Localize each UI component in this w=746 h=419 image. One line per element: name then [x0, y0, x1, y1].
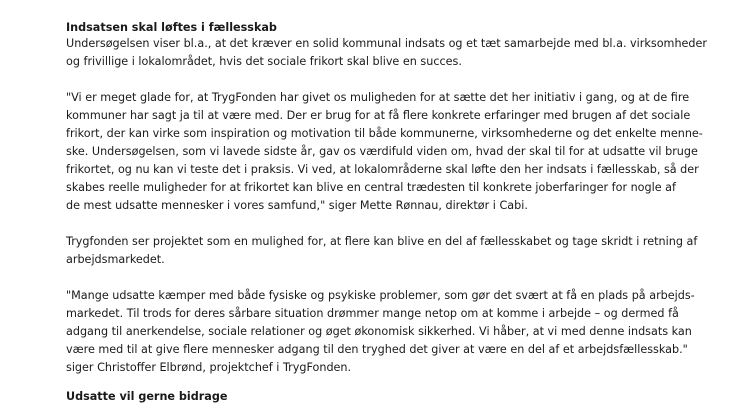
text-line: arbejdsmarkedet.	[66, 253, 165, 266]
text-line: siger Christoffer Elbrønd, projektchef i TrygFonden.	[66, 361, 352, 374]
text-line: de mest udsatte mennesker i vores samfund," siger Mette Rønnau, direktør i Cabi.	[66, 199, 528, 212]
text-line: "Mange udsatte kæmper med både fysiske og psykiske problemer, som gør det svært at få en plads på arbejds-	[66, 289, 695, 302]
quote-paragraph-1	[66, 89, 706, 215]
quote-paragraph-2	[66, 287, 706, 377]
text-line: "Vi er meget glade for, at TrygFonden har givet os muligheden for at sætte det her initiativ i gang, og at de fire	[66, 91, 690, 104]
text-line: Trygfonden ser projektet som en mulighed for, at flere kan blive en del af fællesskabet og tage skridt i retning af	[66, 235, 698, 248]
text-line: ske. Undersøgelsen, som vi lavede sidste år, gav os værdifuld viden om, hvad der skal til for at udsatte vil bruge	[66, 145, 698, 158]
text-line: frikort, der kan virke som inspiration og motivation til både kommunerne, virksomhederne og det enkelte menne-	[66, 127, 703, 140]
text-line: kommuner har sagt ja til at være med. Der er brug for at få flere konkrete erfaringer med brugen af det sociale	[66, 109, 691, 122]
section-heading-2: Udsatte vil gerne bidrage	[66, 390, 228, 403]
text-line: og frivillige i lokalområdet, hvis det sociale frikort skal blive en succes.	[66, 55, 462, 68]
text-line: være med til at give flere mennesker adgang til den tryghed det giver at være en del af et arbejdsfællesskab."	[66, 343, 688, 356]
text-line: markedet. Til trods for deres sårbare situation drømmer mange netop om at komme i arbejde – og dermed få	[66, 307, 679, 320]
intro-paragraph	[66, 35, 706, 71]
text-line: Undersøgelsen viser bl.a., at det kræver en solid kommunal indsats og et tæt samarbejde med bl.a. virksomheder	[66, 37, 707, 50]
document-page	[66, 20, 706, 404]
section-heading-1: Indsatsen skal løftes i fællesskab	[66, 21, 277, 34]
text-line: frikortet, og nu kan vi teste det i praksis. Vi ved, at lokalområderne skal løfte den her indsats i fællesskab, så der	[66, 163, 699, 176]
text-line: skabes reelle muligheder for at frikortet kan blive en central trædesten til konkrete joberfaringer for nogle af	[66, 181, 676, 194]
paragraph-2	[66, 233, 706, 269]
text-line: adgang til anerkendelse, sociale relationer og øget økonomisk sikkerhed. Vi håber, at vi med denne indsats kan	[66, 325, 692, 338]
